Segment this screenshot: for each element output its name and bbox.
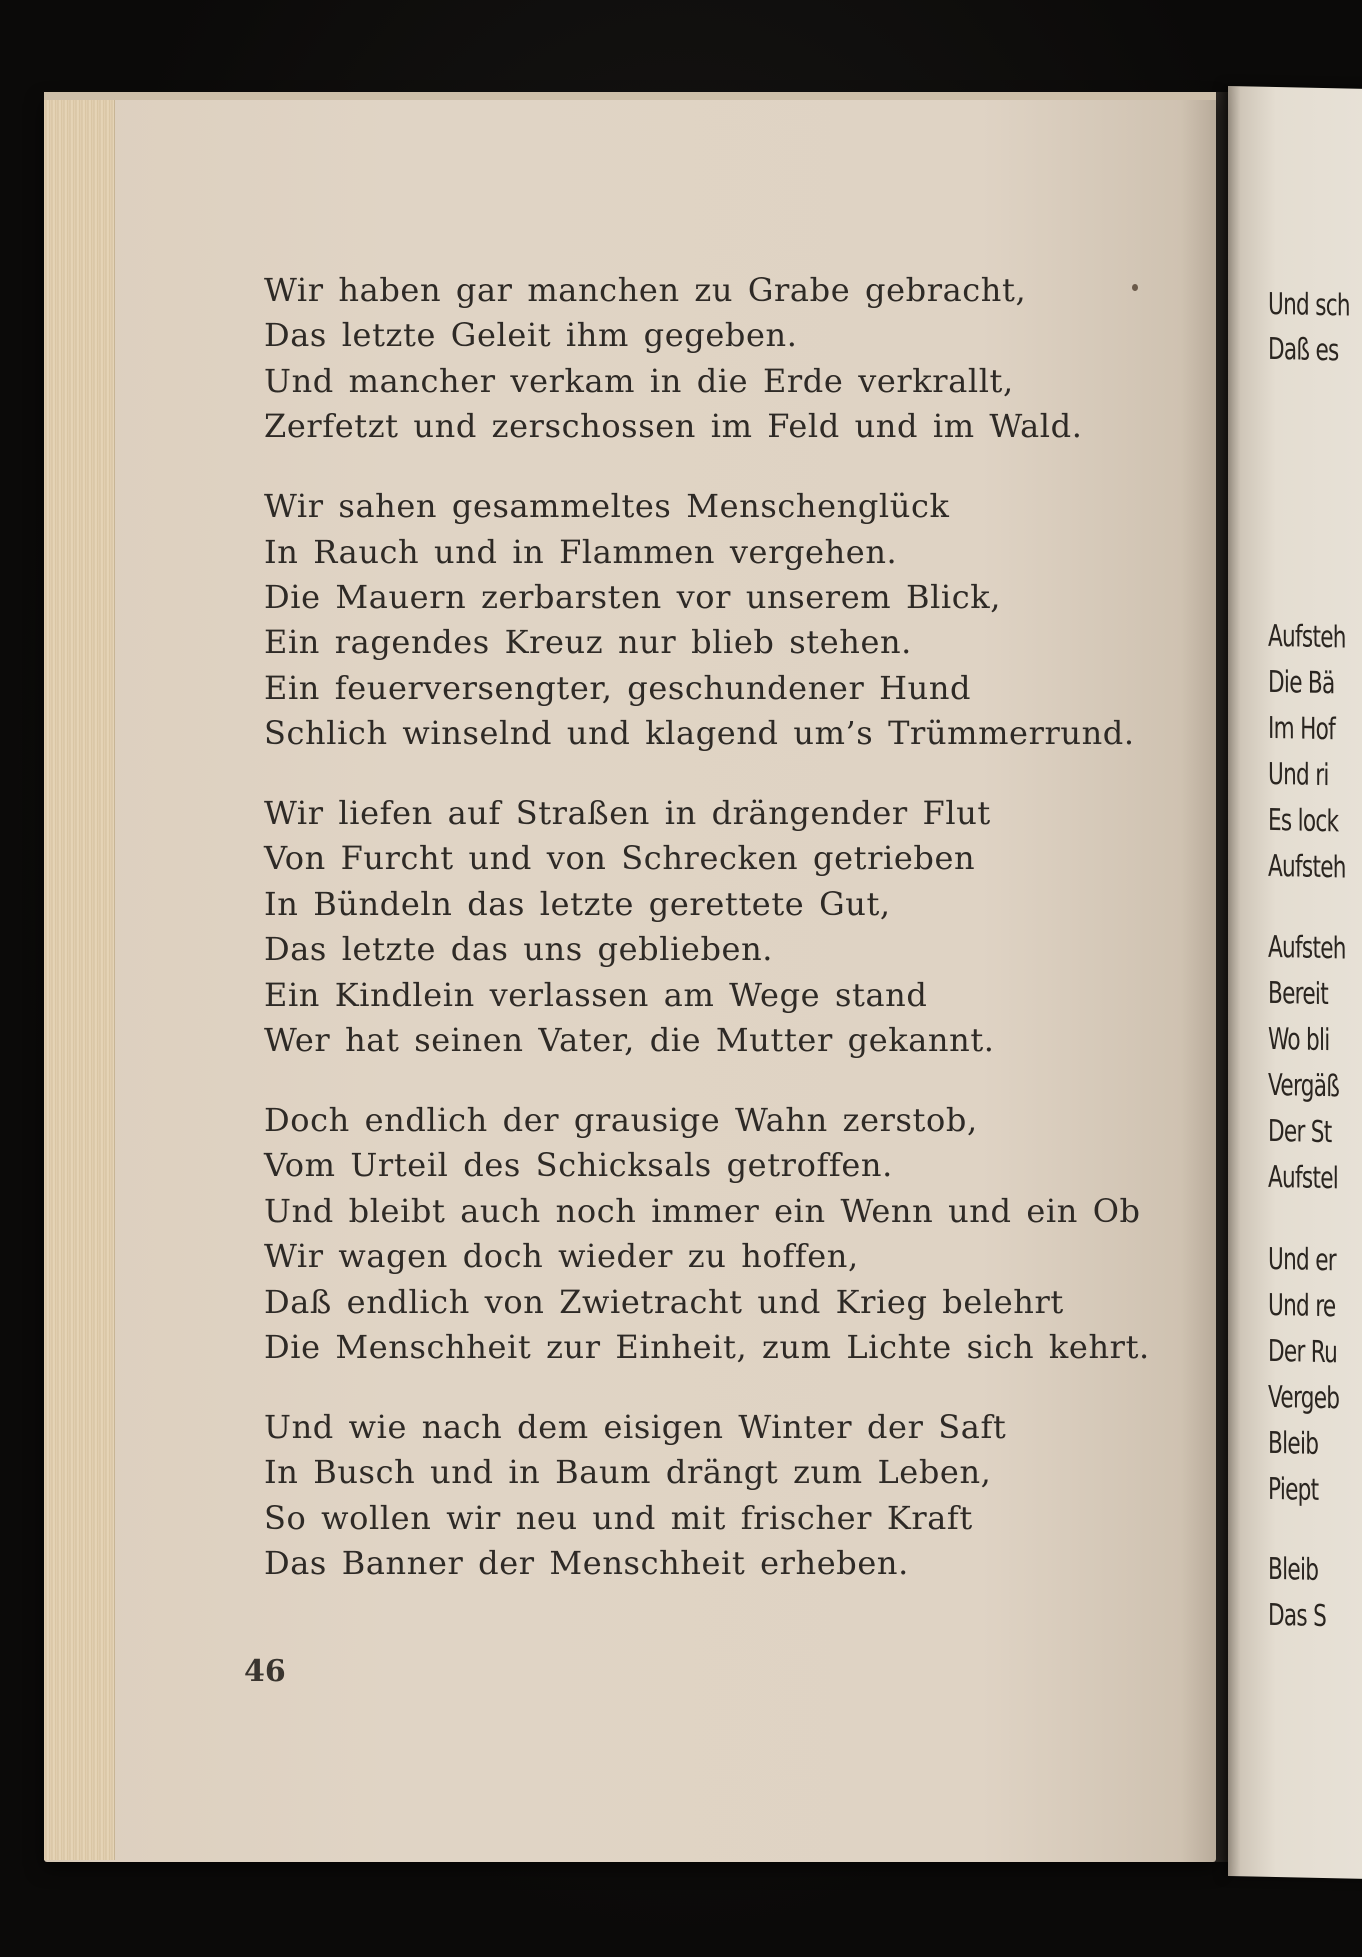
right-page-fragment: Aufstel (1268, 1159, 1339, 1197)
poem-line: Die Menschheit zur Einheit, zum Lichte sich kehrt. (264, 1328, 1150, 1367)
poem-line: Wir haben gar manchen zu Grabe gebracht, (264, 271, 1027, 309)
right-page-fragment: Und ri (1268, 756, 1329, 794)
right-page-fragment: Und er (1268, 1241, 1336, 1279)
poem-line: Und bleibt auch noch immer ein Wenn und ein Ob (264, 1191, 1141, 1230)
right-page-fragment: Und sch (1268, 286, 1350, 324)
stanza (264, 268, 1164, 450)
poem-line: In Bündeln das letzte gerettete Gut, (264, 884, 891, 923)
stanza (264, 791, 1164, 1063)
stanza (264, 1405, 1164, 1587)
right-page-fragment: Vergäß (1268, 1067, 1340, 1105)
poem-line: Ein Kindlein verlassen am Wege stand (264, 975, 928, 1014)
poem-line: So wollen wir neu und mit frischer Kraft (264, 1498, 973, 1537)
right-page-fragment: Aufsteh (1268, 929, 1346, 967)
poem-line: Vom Urteil des Schicksals getroffen. (264, 1146, 893, 1185)
poem-line: Daß endlich von Zwietracht und Krieg belehrt (264, 1282, 1064, 1321)
poem-line: Wir wagen doch wieder zu hoffen, (264, 1237, 859, 1276)
right-page-fragment: Vergeb (1268, 1379, 1340, 1417)
poem-line: In Rauch und in Flammen vergehen. (264, 532, 898, 571)
poem-line: Ein feuerversengter, geschundener Hund (264, 668, 972, 707)
right-page-fragment: Aufsteh (1268, 618, 1346, 656)
poem-line: In Busch und in Baum drängt zum Leben, (264, 1453, 992, 1492)
poem-line: Das letzte Geleit ihm gegeben. (264, 316, 798, 355)
poem-line: Schlich winselnd und klagend um’s Trümmerrund. (264, 714, 1135, 753)
poem-line: Und wie nach dem eisigen Winter der Saft (264, 1407, 1007, 1446)
poem-line: Wer hat seinen Vater, die Mutter gekannt. (264, 1021, 995, 1060)
right-page-fragment: Aufsteh (1268, 848, 1346, 886)
right-page-fragment: Es lock (1268, 802, 1339, 840)
poem-line: Ein ragendes Kreuz nur blieb stehen. (264, 623, 912, 662)
stanza (264, 484, 1164, 756)
right-page-fragment: Bereit (1268, 975, 1328, 1013)
right-page-fragment: Der Ru (1268, 1333, 1338, 1371)
poem-line: Wir sahen gesammeltes Menschenglück (264, 487, 950, 526)
poem-line: Das letzte das uns geblieben. (264, 930, 774, 969)
right-page-fragment: Bleib (1268, 1425, 1319, 1462)
poem-line: Das Banner der Menschheit erheben. (264, 1544, 909, 1583)
poem-text (264, 268, 1164, 1621)
poem-line: Die Mauern zerbarsten vor unserem Blick, (264, 577, 1002, 616)
page-number: 46 (244, 1654, 286, 1689)
right-page-fragment: Bleib (1268, 1551, 1319, 1588)
page-edges (44, 100, 115, 1860)
poem-line: Zerfetzt und zerschossen im Feld und im Wald. (264, 407, 1083, 446)
stanza (264, 1098, 1164, 1370)
right-page-fragment: Wo bli (1268, 1021, 1330, 1059)
right-page-fragment: Und re (1268, 1287, 1336, 1325)
page-edges-top (44, 92, 1216, 100)
right-page-fragment: Das S (1268, 1597, 1327, 1635)
right-page-fragment: Daß es (1268, 331, 1339, 369)
poem-line: Doch endlich der grausige Wahn zerstob, (264, 1101, 978, 1139)
right-page (1228, 86, 1362, 1879)
right-page-fragment: Die Bä (1268, 664, 1335, 702)
right-page-fragment: Der St (1268, 1113, 1332, 1151)
right-page-fragment: Im Hof (1268, 710, 1336, 748)
poem-line: Wir liefen auf Straßen in drängender Flut (264, 794, 991, 833)
poem-line: Und mancher verkam in die Erde verkrallt, (264, 361, 1014, 400)
poem-line: Von Furcht und von Schrecken getrieben (264, 839, 976, 878)
right-page-fragment: Piept (1268, 1471, 1319, 1508)
